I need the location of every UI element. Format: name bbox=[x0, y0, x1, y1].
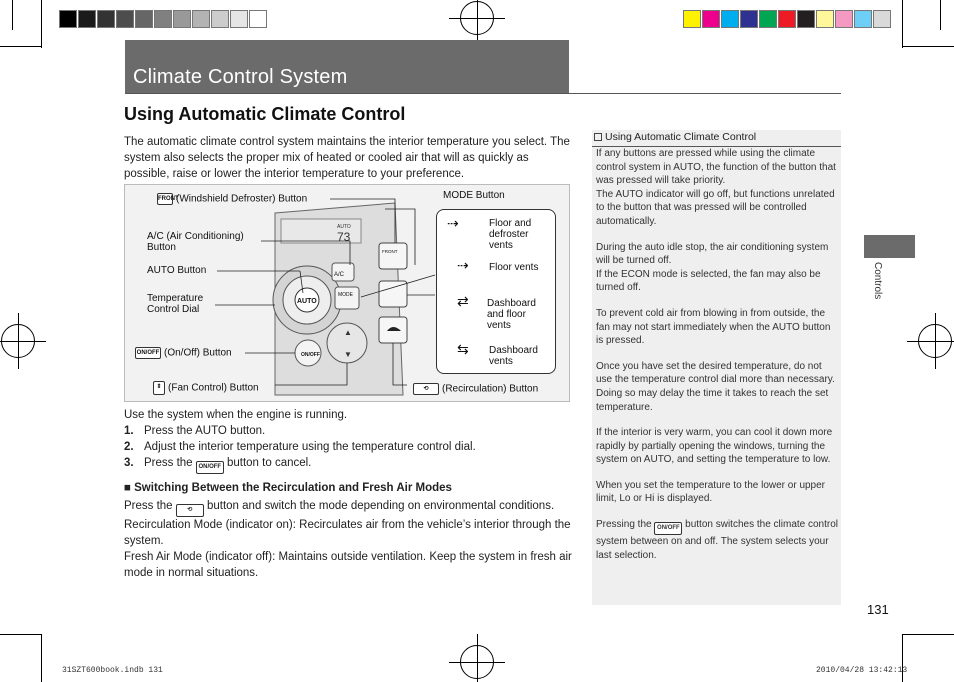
vent-modes-panel bbox=[436, 209, 556, 374]
color-swatch bbox=[759, 10, 777, 28]
display-temperature: 73 bbox=[337, 230, 351, 244]
climate-control-diagram bbox=[124, 184, 570, 402]
sidebar-paragraph: During the auto idle stop, the air conditioning system will be turned off. bbox=[596, 241, 829, 267]
sidebar-paragraph: When you set the temperature to the lower or upper limit, Lo or Hi is displayed. bbox=[596, 479, 826, 505]
label-recirculation: ⟲ (Recirculation) Button bbox=[413, 383, 538, 395]
defroster-button[interactable] bbox=[379, 243, 407, 269]
sidebar-paragraph: The AUTO indicator will go off, but functions unrelated to the button that was pressed will be controlled automatically. bbox=[596, 188, 835, 227]
color-swatch bbox=[816, 10, 834, 28]
sidebar-paragraph: If any buttons are pressed while using the climate control system in AUTO, the function of the button that was pressed will take priority. bbox=[596, 148, 836, 187]
section-title: Using Automatic Climate Control bbox=[124, 104, 406, 124]
dashboard-vent-icon: ⇆ bbox=[457, 341, 469, 357]
fresh-air-mode-text: Fresh Air Mode (indicator off): Maintains outside ventilation. Keep the system in fresh air mode in normal situations. bbox=[124, 551, 572, 579]
color-swatch bbox=[778, 10, 796, 28]
dashboard-floor-vent-icon: ⇄ bbox=[457, 293, 469, 309]
color-swatch bbox=[97, 10, 115, 28]
sidebar-heading: Using Automatic Climate Control bbox=[592, 130, 841, 147]
step-3: 3. Press the ON/OFF button to cancel. bbox=[124, 455, 570, 474]
label-fan-control: ⇕ (Fan Control) Button bbox=[153, 381, 259, 395]
registration-crosshair-bottom bbox=[460, 645, 494, 679]
color-swatch bbox=[211, 10, 229, 28]
vent-mode-floor-defroster: Floor and defroster vents bbox=[489, 218, 532, 251]
recirculation-mode-text: Recirculation Mode (indicator on): Recirculates air from the vehicle’s interior through the system. bbox=[124, 519, 571, 547]
recirculation-heading: ■ Switching Between the Recirculation and Fresh Air Modes bbox=[124, 482, 452, 494]
label-ac: A/C (Air Conditioning) Button bbox=[147, 231, 244, 253]
reference-icon bbox=[594, 133, 602, 141]
chapter-tab-label: Controls bbox=[872, 262, 883, 300]
auto-button-text: AUTO bbox=[297, 298, 317, 305]
floor-defroster-vent-icon: ⇢ bbox=[447, 215, 459, 231]
color-swatch bbox=[249, 10, 267, 28]
chapter-title: Climate Control System bbox=[133, 66, 348, 88]
sidebar-paragraph: If the interior is very warm, you can cool it down more rapidly by partially opening the windows, turning the system on AUTO, and setting the temperature to low. bbox=[596, 427, 833, 466]
registration-crosshair-right bbox=[918, 324, 952, 358]
sidebar-paragraph: Once you have set the desired temperature, do not use the temperature control dial more than necessary. bbox=[596, 360, 835, 386]
floor-vent-icon: ⇢ bbox=[457, 257, 469, 273]
sidebar-paragraph: Doing so may delay the time it takes to reach the set temperature. bbox=[596, 387, 829, 413]
fan-arrows-icon: ⇕ bbox=[153, 381, 165, 395]
gray-swatch-strip bbox=[59, 10, 268, 28]
label-mode: MODE Button bbox=[443, 190, 505, 201]
on-off-icon: ON/OFF bbox=[196, 461, 224, 474]
color-swatch bbox=[854, 10, 872, 28]
color-swatch bbox=[702, 10, 720, 28]
label-temperature-dial: Temperature Control Dial bbox=[147, 293, 204, 315]
print-slug-date: 2010/04/28 13:42:13 bbox=[816, 666, 908, 675]
color-swatch-strip bbox=[683, 10, 892, 28]
step-1: 1. Press the AUTO button. bbox=[124, 425, 266, 437]
recirculation-icon: ⟲ bbox=[176, 504, 204, 517]
color-swatch bbox=[173, 10, 191, 28]
usage-instructions bbox=[124, 407, 570, 474]
vent-mode-floor: Floor vents bbox=[489, 262, 539, 273]
label-auto: AUTO Button bbox=[147, 265, 207, 276]
svg-text:▲: ▲ bbox=[344, 328, 352, 337]
on-off-button-text: ON/OFF bbox=[301, 352, 320, 358]
sidebar-paragraph: To prevent cold air from blowing in from outside, the fan may not start immediately when the AUTO button is pressed. bbox=[596, 307, 831, 347]
label-on-off: ON/OFF (On/Off) Button bbox=[136, 347, 232, 359]
color-swatch bbox=[797, 10, 815, 28]
registration-crosshair-left bbox=[1, 324, 35, 358]
mode-button-text: MODE bbox=[338, 292, 353, 298]
svg-text:▼: ▼ bbox=[344, 350, 352, 359]
color-swatch bbox=[740, 10, 758, 28]
step-2: 2. Adjust the interior temperature using the temperature control dial. bbox=[124, 441, 476, 453]
label-defroster: FRONT(Windshield Defroster) Button bbox=[158, 193, 308, 205]
defroster-button-text: FRONT bbox=[382, 249, 398, 254]
sidebar-paragraph-last: Pressing the ON/OFF button switches the climate control system between on and off. The system selects your last selection. bbox=[596, 519, 839, 561]
color-swatch bbox=[135, 10, 153, 28]
color-swatch bbox=[721, 10, 739, 28]
recirculation-body: Press the ⟲ button and switch the mode depending on environmental conditions. Recirculation Mode (indicator on): Recirculates air from the vehicle’s interior through the system. Fresh Air Mode (indicator off): Maintains outside ventilation. Keep the system in fresh air mode in normal situations. bbox=[124, 498, 574, 581]
chapter-rule bbox=[125, 93, 841, 94]
chapter-tab[interactable] bbox=[864, 235, 915, 258]
color-swatch bbox=[116, 10, 134, 28]
color-swatch bbox=[78, 10, 96, 28]
color-swatch bbox=[59, 10, 77, 28]
usage-lead: Use the system when the engine is running. bbox=[124, 409, 348, 421]
defroster-icon: FRONT bbox=[157, 193, 173, 205]
mode-button[interactable] bbox=[335, 287, 359, 309]
print-slug-file: 31SZT600book.indb 131 bbox=[62, 666, 163, 675]
intro-paragraph: The automatic climate control system maintains the interior temperature you select. The system also selects the proper mix of heated or cooled air that will as quickly as possible, raise or lower the interior temperature to your preference. bbox=[124, 136, 570, 180]
color-swatch bbox=[154, 10, 172, 28]
display-auto-indicator: AUTO bbox=[337, 224, 351, 230]
on-off-icon: ON/OFF bbox=[654, 522, 682, 535]
on-off-icon: ON/OFF bbox=[135, 347, 161, 359]
color-swatch bbox=[192, 10, 210, 28]
sidebar-paragraph: If the ECON mode is selected, the fan may also be turned off. bbox=[596, 268, 821, 294]
page-number: 131 bbox=[867, 602, 889, 617]
registration-crosshair-top bbox=[460, 1, 494, 35]
vent-mode-dashboard-floor: Dashboard and floor vents bbox=[487, 298, 536, 331]
color-swatch bbox=[230, 10, 248, 28]
ac-button-text: A/C bbox=[334, 272, 345, 278]
vent-mode-dashboard: Dashboard vents bbox=[489, 345, 538, 367]
sidebar-body bbox=[596, 147, 838, 562]
recirculation-icon: ⟲ bbox=[413, 383, 439, 395]
color-swatch bbox=[683, 10, 701, 28]
color-swatch bbox=[873, 10, 891, 28]
color-swatch bbox=[835, 10, 853, 28]
